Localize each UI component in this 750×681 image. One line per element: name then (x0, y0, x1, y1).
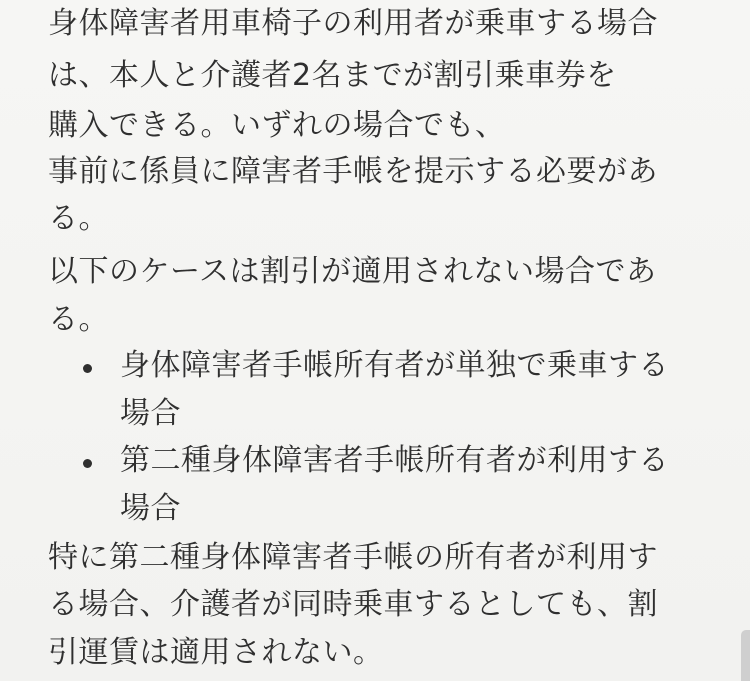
bullet-2-line-1: 第二種身体障害者手帳所有者が利用する (120, 443, 669, 478)
paragraph-1-line-5: る。 (48, 201, 109, 236)
bullet-2-line-2: 場合 (120, 491, 181, 526)
scrollbar-thumb[interactable] (741, 630, 750, 681)
paragraph-1-line-3: 購入できる。いずれの場合でも、 (48, 108, 506, 143)
paragraph-1-line-4: 事前に係員に障害者手帳を提示する必要があ (48, 154, 658, 189)
bullet-1-line-2: 場合 (120, 396, 181, 431)
paragraph-3-line-1: 特に第二種身体障害者手帳の所有者が利用す (48, 540, 658, 575)
bullet-icon (83, 459, 92, 468)
paragraph-1-line-1: 身体障害者用車椅子の利用者が乗車する場合 (48, 6, 658, 41)
bullet-1-line-1: 身体障害者手帳所有者が単独で乗車する (120, 348, 669, 383)
paragraph-2-line-1: 以下のケースは割引が適用されない場合であ (48, 254, 657, 289)
paragraph-3-line-3: 引運賃は適用されない。 (48, 635, 384, 670)
bullet-icon (83, 364, 92, 373)
paragraph-2-line-2: る。 (48, 302, 109, 337)
paragraph-1-line-2: は、本人と介護者2名までが割引乗車券を (48, 58, 617, 93)
paragraph-3-line-2: る場合、介護者が同時乗車するとしても、割 (48, 587, 658, 622)
